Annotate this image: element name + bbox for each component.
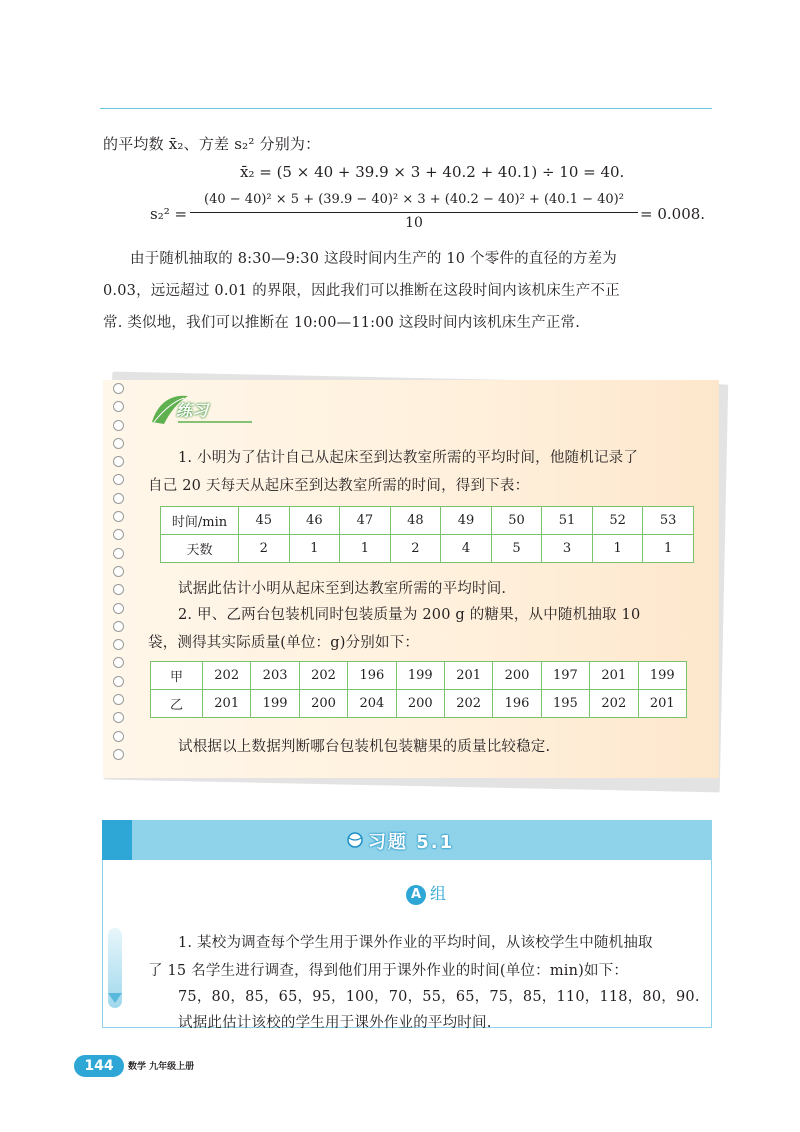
table-cell: 201 — [444, 662, 492, 690]
table-cell: 199 — [251, 690, 299, 718]
table-cell: 2 — [239, 535, 290, 563]
table-cell: 49 — [441, 507, 492, 535]
globe-icon — [346, 831, 364, 849]
mean-formula: x̄₂ = (5 × 40 + 39.9 × 3 + 40.2 + 40.1) ÷ 10 = 40. — [240, 163, 625, 181]
table-cell: 51 — [542, 507, 593, 535]
variance-result: = 0.008. — [640, 205, 706, 223]
table-cell: 45 — [239, 507, 290, 535]
table-cell: 201 — [203, 690, 251, 718]
table-cell: 甲 — [151, 662, 203, 690]
group-label: 组 — [430, 884, 447, 903]
table-cell: 48 — [390, 507, 441, 535]
table-cell: 202 — [299, 662, 347, 690]
exercise-q1-line3: 75，80，85，65，95，100，70，55，65，75，85，110，118，80，90. — [178, 989, 700, 1005]
paragraph-line-2: 0.03，远远超过 0.01 的界限，因此我们可以推断在这段时间内该机床生产不正 — [103, 283, 620, 299]
table-cell: 47 — [340, 507, 391, 535]
table-cell: 197 — [541, 662, 589, 690]
table-cell: 196 — [493, 690, 541, 718]
table-cell: 202 — [444, 690, 492, 718]
table-cell: 201 — [638, 690, 686, 718]
intro-line: 的平均数 x̄₂、方差 s₂² 分别为： — [103, 135, 321, 153]
table-cell: 53 — [643, 507, 694, 535]
practice-q1-line1: 1. 小明为了估计自己从起床至到达教室所需的平均时间，他随机记录了 — [178, 450, 639, 466]
table-cell: 195 — [541, 690, 589, 718]
table-cell: 199 — [396, 662, 444, 690]
table-cell: 1 — [289, 535, 340, 563]
table-cell: 4 — [441, 535, 492, 563]
variance-lhs: s₂² = — [150, 205, 188, 223]
table-cell: 5 — [491, 535, 542, 563]
practice-title-badge — [148, 392, 258, 428]
practice-q1-line2: 自己 20 天每天从起床至到达教室所需的时间，得到下表： — [148, 478, 530, 494]
table-cell: 1 — [340, 535, 391, 563]
table-cell: 200 — [299, 690, 347, 718]
exercise-q1-line1: 1. 某校为调查每个学生用于课外作业的平均时间，从该校学生中随机抽取 — [178, 935, 653, 951]
practice-q2-line2: 袋，测得其实际质量(单位：g)分别如下： — [148, 635, 420, 651]
table-cell: 1 — [592, 535, 643, 563]
table-cell: 46 — [289, 507, 340, 535]
time-table — [160, 506, 694, 563]
paragraph-line-3: 常. 类似地，我们可以推断在 10:00—11:00 这段时间内该机床生产正常. — [103, 315, 581, 331]
practice-q2-line3: 试根据以上数据判断哪台包装机包装糖果的质量比较稳定. — [178, 739, 551, 755]
practice-title: 练习 — [176, 401, 209, 420]
table-cell: 200 — [493, 662, 541, 690]
page-number: 144 — [74, 1055, 124, 1077]
paragraph-line-1: 由于随机抽取的 8:30—9:30 这段时间内生产的 10 个零件的直径的方差为 — [130, 251, 618, 267]
table-cell: 2 — [390, 535, 441, 563]
down-arrow-icon — [108, 993, 122, 1003]
table-cell: 3 — [542, 535, 593, 563]
practice-q2-line1: 2. 甲、乙两台包装机同时包装质量为 200 g 的糖果，从中随机抽取 10 — [178, 607, 641, 623]
group-letter-badge: A — [406, 885, 426, 905]
header-rule — [100, 108, 712, 109]
table-cell: 196 — [348, 662, 396, 690]
table-row — [151, 690, 687, 718]
table-cell: 52 — [592, 507, 643, 535]
book-title: 数学 九年级上册 — [128, 1062, 195, 1072]
exercise-q1-line4: 试据此估计该校的学生用于课外作业的平均时间. — [178, 1015, 492, 1031]
notebook-rings — [113, 383, 129, 767]
table-cell: 乙 — [151, 690, 203, 718]
group-heading — [406, 881, 446, 905]
table-row — [161, 507, 694, 535]
table-cell: 202 — [590, 690, 638, 718]
variance-numerator: (40 − 40)² × 5 + (39.9 − 40)² × 3 + (40.2 − 40)² + (40.1 − 40)² — [204, 192, 624, 207]
table-cell: 1 — [643, 535, 694, 563]
practice-q1-line3: 试据此估计小明从起床至到达教室所需的平均时间. — [178, 581, 507, 597]
table-cell: 时间/min — [161, 507, 239, 535]
table-row — [161, 535, 694, 563]
mass-table — [150, 661, 687, 718]
table-cell: 199 — [638, 662, 686, 690]
table-cell: 202 — [203, 662, 251, 690]
table-cell: 天数 — [161, 535, 239, 563]
variance-denominator: 10 — [405, 215, 423, 231]
table-row — [151, 662, 687, 690]
table-cell: 50 — [491, 507, 542, 535]
table-cell: 201 — [590, 662, 638, 690]
table-cell: 200 — [396, 690, 444, 718]
exercise-header-accent — [102, 820, 132, 860]
table-cell: 204 — [348, 690, 396, 718]
exercise-title: 习题 5.1 — [368, 832, 455, 853]
fraction-bar — [190, 212, 638, 213]
exercise-q1-line2: 了 15 名学生进行调查，得到他们用于课外作业的时间(单位：min)如下： — [148, 963, 629, 979]
table-cell: 203 — [251, 662, 299, 690]
